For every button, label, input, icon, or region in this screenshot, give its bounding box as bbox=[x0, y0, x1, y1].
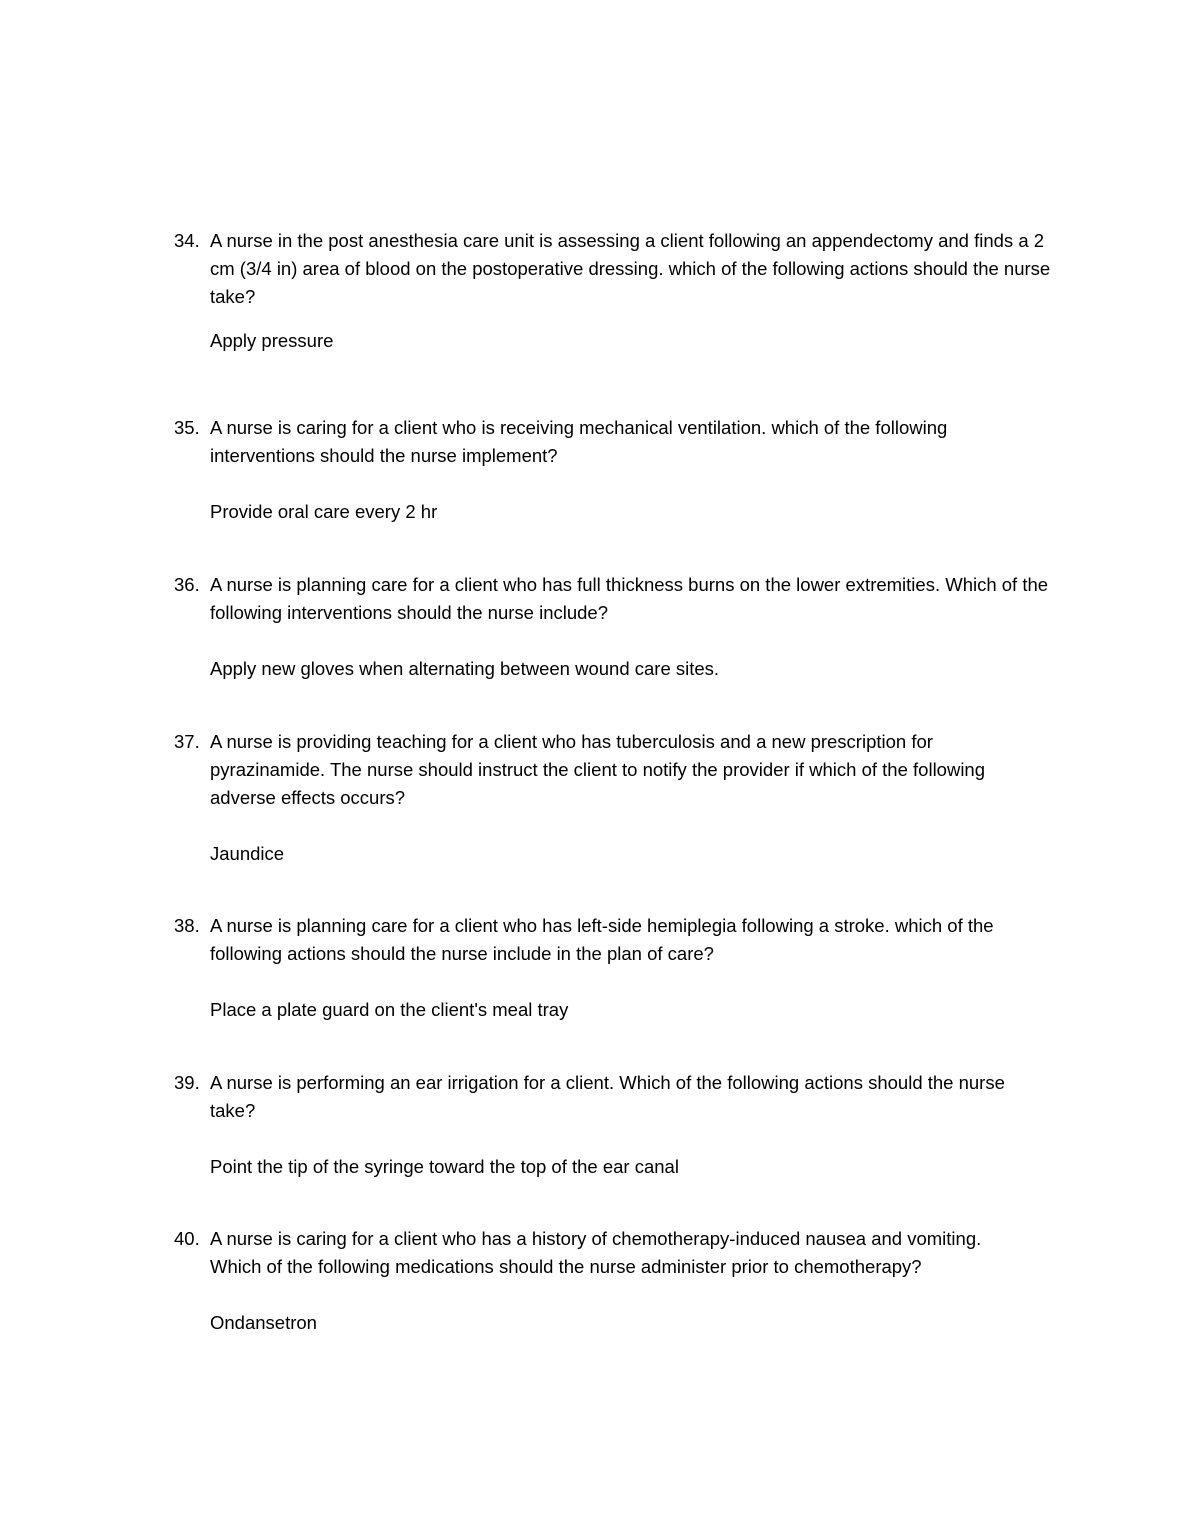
answer-text: Place a plate guard on the client's meal tray bbox=[210, 999, 569, 1020]
question-number: 40. bbox=[174, 1228, 200, 1249]
question-item-39 bbox=[174, 1069, 1054, 1181]
question-number: 35. bbox=[174, 417, 200, 438]
question-text: A nurse is planning care for a client who has left-side hemiplegia following a stroke. which of the following actions should the nurse include in the plan of care? bbox=[210, 915, 994, 964]
question-number: 34. bbox=[174, 230, 200, 251]
answer-text: Ondansetron bbox=[210, 1312, 317, 1333]
answer-text: Apply pressure bbox=[210, 330, 334, 351]
question-item-34 bbox=[174, 227, 1054, 355]
question-number: 38. bbox=[174, 915, 200, 936]
question-number: 37. bbox=[174, 731, 200, 752]
question-item-38 bbox=[174, 912, 1054, 1024]
question-text: A nurse is caring for a client who has a history of chemotherapy-induced nausea and vomiting. Which of the following medications should the nurse administer prior to chemotherapy? bbox=[210, 1228, 982, 1277]
question-text: A nurse in the post anesthesia care unit is assessing a client following an appendectomy and finds a 2 cm (3/4 in) area of blood on the postoperative dressing. which of the following actions should the nurse take? bbox=[210, 230, 1051, 307]
answer-text: Apply new gloves when alternating between wound care sites. bbox=[210, 658, 720, 679]
question-item-35 bbox=[174, 414, 1054, 526]
answer-text: Provide oral care every 2 hr bbox=[210, 501, 438, 522]
question-number: 39. bbox=[174, 1072, 200, 1093]
answer-text: Point the tip of the syringe toward the top of the ear canal bbox=[210, 1156, 679, 1177]
question-text: A nurse is providing teaching for a client who has tuberculosis and a new prescription for pyrazinamide. The nurse should instruct the client to notify the provider if which of the following adverse effects occurs? bbox=[210, 731, 986, 808]
question-item-40 bbox=[174, 1225, 1054, 1337]
answer-text: Jaundice bbox=[210, 843, 285, 864]
question-number: 36. bbox=[174, 574, 200, 595]
question-text: A nurse is planning care for a client who has full thickness burns on the lower extremities. Which of the following interventions should the nurse include? bbox=[210, 574, 1049, 623]
question-text: A nurse is performing an ear irrigation for a client. Which of the following actions should the nurse take? bbox=[210, 1072, 1005, 1121]
question-item-37 bbox=[174, 728, 1054, 868]
question-text: A nurse is caring for a client who is receiving mechanical ventilation. which of the following interventions should the nurse implement? bbox=[210, 417, 948, 466]
question-item-36 bbox=[174, 571, 1054, 683]
